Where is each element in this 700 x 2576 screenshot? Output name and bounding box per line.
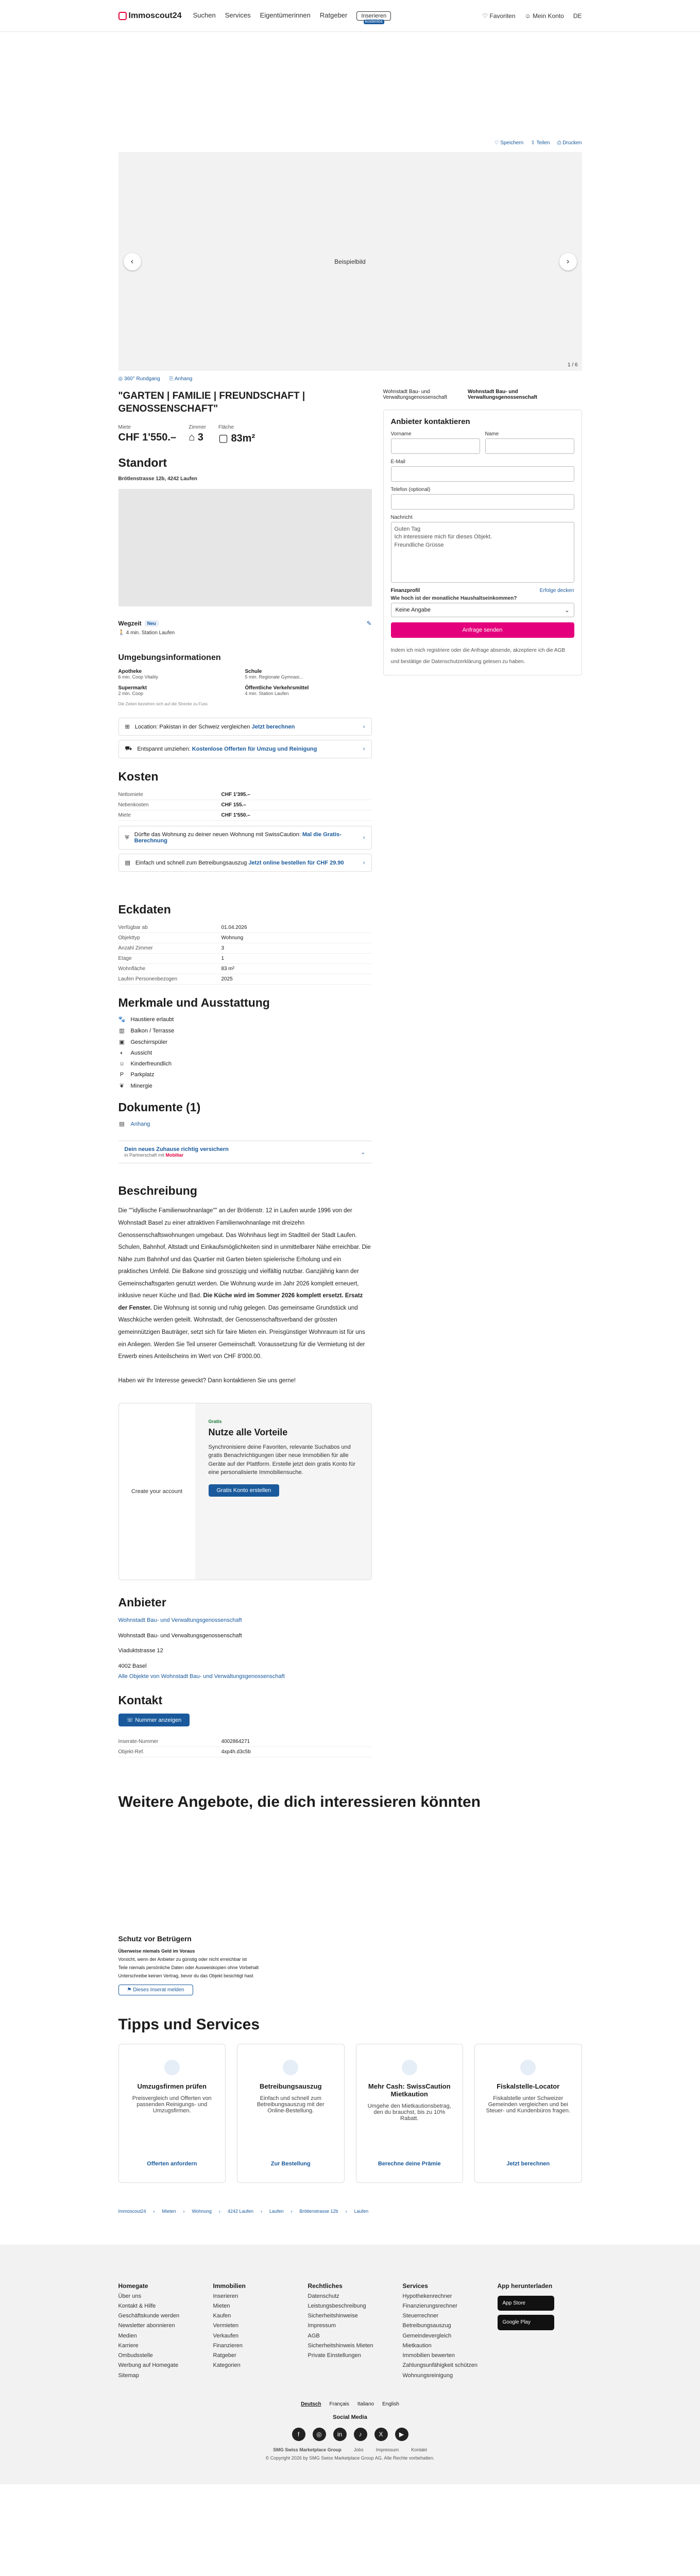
income-select[interactable]: Keine Angabe ⌄: [391, 603, 574, 617]
site-header: [0, 0, 700, 32]
feature-item: ◐ Aussicht: [118, 1050, 372, 1056]
footer-col: Services Hypothekenrechner Finanzierungsrechner Steuerrechner Betreibungsauszug Gemeindevergleich Mietkaution Immobilien bewerten Zahlungsunfähigkeit schützen Wohnungsreinigung: [402, 2282, 478, 2379]
nav-owners[interactable]: Eigentümerinnen: [260, 11, 311, 19]
contact-sidebar: Wohnstadt Bau- und Verwaltungsgenossenschaft Wohnstadt Bau- und Verwaltungsgenossenschaft Anbieter kontaktieren Vorname Name E-Mail Telefon (optional) Nachricht Guten Tag Ich interessiere mich für dieses Objekt. Freundliche Grüsse Finanzprofil Erfolge decken Wie hoch ist der monatliche Haushaltseinkommen? Keine Angabe ⌄ Anfrage senden Indem ich mich registriere oder die Anfrage absende, akzeptiere ich die AGB und bestätige die Datenschutzerklärung gelesen zu haben.: [383, 390, 582, 1762]
copyright: © Copyright 2026 by SMG Swiss Marketplace Group AG. Alle Rechte vorbehalten.: [265, 2455, 435, 2461]
finance-link[interactable]: Erfolge decken: [539, 588, 574, 594]
address: Brötlenstrasse 12b, 4242 Laufen: [118, 476, 197, 482]
share-button[interactable]: ⇪ Teilen: [531, 140, 550, 146]
leaf-icon: ❦: [119, 1083, 125, 1090]
table-row: Anzahl Zimmer 3: [118, 943, 372, 954]
commute-row: Wegzeit Neu ✎: [118, 620, 372, 628]
more-offers-area: [118, 1821, 582, 1935]
promo-box[interactable]: ⛟ Entspannt umziehen: Kostenlose Offerten für Umzug und Reinigung ›: [118, 740, 372, 758]
table-row: Laufen Personenbezogen 2025: [118, 974, 372, 985]
feature-item: ❦ Minergie: [118, 1082, 372, 1089]
social-icons: [118, 2428, 582, 2441]
description-heading: Beschreibung: [118, 1184, 197, 1198]
nav-suchen[interactable]: Suchen: [193, 11, 216, 19]
youtube-icon[interactable]: ▶: [395, 2428, 408, 2441]
contact-heading: Kontakt: [118, 1693, 163, 1707]
pet-icon: 🐾: [118, 1016, 126, 1023]
feature-item: ▣ Geschirrspüler: [119, 1039, 168, 1046]
last-name-input[interactable]: [485, 438, 574, 454]
description-text: Die ""idyllische Familienwohnanlage"" an der Brötlenstr. 12 in Laufen wurde 1996 von der Wohnstadt Basel zu einer attraktiven Familienwohnanlage mit dreizehn Genossenschaftswohnungen umgebaut. Das Wohnhaus liegt im Stadtteil der Stadt Laufen. Schulen, Bahnhof, Altstadt und Einkaufsmöglichkeiten sind in unmittelbarer Nähe erreichbar. Die Nähe zum Bahnhof und das Quartier mit Garten bieten spielerische Erholung und ein praktisches Umfeld. Die Balkone sind grosszügig und vielfältig nutzbar. Ganzjährig kann der Gemeinschaftsgarten genutzt werden. Die Wohnung wurde im Jahr 2026 komplett erneuert, inklusive neuer Küche und Bad. Die Küche wird im Sommer 2026 komplett ersetzt. Ersatz der Fenster. Die Wohnung ist sonnig und ruhig gelegen. Das gemeinsame Grundstück und Waschküche werden geteilt. Wohnstadt, der Genossenschaftsverband der grössten gemeinnützigen Bauträger, setzt sich für faire Mieten ein. Preisgünstiger Wohnraum ist für uns ein Anliegen. Werden Sie Teil unserer Gemeinschaft. Voraussetzung für die Vermietung ist der Erwerb eines Anteilscheins im Wert von CHF 8'000.00. Haben wir Ihr Interesse geweckt? Dann kontaktieren Sie uns gerne!: [118, 1208, 371, 1384]
rent-value: CHF 1'550.–: [118, 432, 177, 444]
account-link[interactable]: ☺ Mein Konto: [524, 12, 564, 20]
show-number-button[interactable]: ☏ Nummer anzeigen: [118, 1714, 190, 1726]
breadcrumb: Immoscout24 › Mieten › Wohnung › 4242 Laufen › Laufen › Brötlenstrasse 12b › Laufen: [118, 2208, 369, 2214]
area-icon: ▢: [218, 433, 231, 445]
instagram-icon[interactable]: ◎: [313, 2428, 326, 2441]
new-badge: Neu: [145, 620, 159, 626]
child-icon: ☺: [118, 1061, 125, 1067]
promo-box[interactable]: ⛨ Dürfte das Wohnung zu deiner neuen Wohnung mit SwissCaution: Mal die Gratis-Berechnung ›: [118, 826, 372, 850]
promo-box[interactable]: ▤ Einfach und schnell zum Betreibungsauszug Jetzt online bestellen für CHF 29.90 ›: [118, 854, 372, 872]
provider-listings-link[interactable]: Alle Objekte von Wohnstadt Bau- und Verwaltungsgenossenschaft: [118, 1673, 285, 1680]
key-data-heading: Eckdaten: [118, 903, 171, 917]
legal-text: Indem ich mich registriere oder die Anfrage absende, akzeptiere ich die AGB und bestätige die Datenschutzerklärung gelesen zu haben.: [390, 648, 566, 665]
commute-line: 🚶 4 min. Station Laufen: [118, 630, 175, 636]
chevron-right-icon: ›: [363, 746, 365, 753]
gallery-prev-icon[interactable]: ‹: [124, 253, 141, 270]
gallery-next-icon[interactable]: ›: [559, 253, 577, 270]
gallery-image-placeholder: Beispielbild: [334, 258, 366, 265]
promo-box[interactable]: ⊞ Location: Pakistan in der Schweiz vergleichen Jetzt berechnen ›: [118, 718, 372, 736]
table-row: Miete CHF 1'550.–: [118, 810, 372, 821]
chevron-down-icon: ⌄: [565, 607, 570, 614]
document-link[interactable]: ▤ Anhang: [119, 1121, 150, 1128]
provider-logo-link[interactable]: Wohnstadt Bau- und Verwaltungsgenossenschaft: [118, 1617, 242, 1623]
footer-col: Rechtliches Datenschutz Leistungsbeschreibung Sicherheitshinweise Impressum AGB Sicherheitshinweis Mieten Private Einstellungen: [308, 2282, 373, 2359]
nav-services[interactable]: Services: [225, 11, 251, 19]
footer-col: App herunterladen App Store Google Play: [498, 2281, 582, 2381]
tip-tile[interactable]: Mehr Cash: SwissCaution Mietkaution Umgehe den Mietkautionsbetrag, den du brauchst, bis zu 10% Rabatt. Berechne deine Prämie: [356, 2044, 464, 2183]
tips-tiles: [118, 2044, 582, 2183]
language-switch[interactable]: DE: [573, 12, 582, 20]
feature-item: 🐾 Haustiere erlaubt: [118, 1016, 174, 1023]
app-store-badge[interactable]: App Store: [498, 2296, 554, 2311]
area-value: ▢ 83m²: [218, 433, 255, 445]
balcony-icon: ▥: [119, 1028, 125, 1035]
tip-tile[interactable]: Umzugsfirmen prüfen Preisvergleich und Offerten von passenden Reinigungs- und Umzugsfirmen. Offerten anfordern: [118, 2044, 226, 2183]
logo[interactable]: Immoscout24: [118, 11, 182, 21]
truck-icon: ⛟: [125, 745, 132, 752]
listing-title: "GARTEN | FAMILIE | FREUNDSCHAFT | GENOSSENSCHAFT": [118, 391, 305, 414]
map[interactable]: [118, 489, 372, 606]
main-nav: [193, 11, 391, 24]
features-heading: Merkmale und Ausstattung: [118, 996, 270, 1010]
cash-icon: [402, 2060, 417, 2075]
message-textarea[interactable]: Guten Tag Ich interessiere mich für dieses Objekt. Freundliche Grüsse: [391, 522, 574, 583]
tour-360-tab[interactable]: ◎ 360° Rundgang: [118, 376, 160, 382]
chevron-right-icon: ›: [363, 859, 365, 866]
google-play-badge[interactable]: Google Play: [498, 2315, 554, 2330]
more-offers-heading: Weitere Angebote, die dich interessieren könnten: [118, 1793, 481, 1810]
report-listing-button[interactable]: ⚑ Dieses Inserat melden: [118, 1985, 193, 1995]
rooms-value: ⌂ 3: [189, 432, 203, 444]
chevron-right-icon: ›: [363, 835, 365, 841]
table-row: Verfügbar ab 01.04.2026: [118, 923, 372, 933]
moving-icon: [164, 2060, 180, 2075]
insurance-ad[interactable]: Dein neues Zuhause richtig versichern in Partnerschaft mit Mobiliar ⌄: [118, 1141, 372, 1163]
print-button[interactable]: ⎙ Drucken: [557, 140, 582, 146]
surroundings-grid: [118, 669, 372, 697]
listing-actions: [118, 140, 582, 146]
surrounding-item: Supermarkt 2 min. Coop: [118, 685, 147, 697]
save-button[interactable]: ♡ Speichern: [494, 140, 524, 146]
logo-icon: [118, 12, 127, 20]
table-row: Etage 1: [118, 954, 372, 964]
shield-icon: ⛨: [125, 834, 129, 841]
feature-item: ▥ Balkon / Terrasse: [119, 1027, 175, 1035]
gallery-counter: 1 / 6: [568, 362, 578, 368]
table-row: Nettomiete CHF 1'395.–: [118, 790, 372, 800]
feature-item: P Parkplatz: [118, 1072, 372, 1078]
info-icon: ⊞: [125, 724, 130, 731]
footer-links: SMG Swiss Marketplace Group Jobs Impressum Kontakt: [273, 2447, 427, 2452]
tiktok-icon[interactable]: ♪: [354, 2428, 367, 2441]
first-name-input[interactable]: [391, 438, 480, 454]
table-row: Objekt-Ref. 4xp4h.d3c5b: [118, 1747, 372, 1757]
costs-table: [118, 790, 372, 821]
account-promo: Create your account Gratis Nutze alle Vorteile Synchronisiere deine Favoriten, relevante Suchabos und gratis Benachrichtigungen über neue Immobilien für alle Geräte auf der Plattform. Erstelle jetzt dein gratis Konto für eine personalisierte Immobiliensuche. Gratis Konto erstellen: [118, 1403, 372, 1580]
nav-guide[interactable]: Ratgeber: [319, 11, 348, 19]
document-icon: [283, 2060, 298, 2075]
x-icon[interactable]: X: [374, 2428, 388, 2441]
documents-heading: Dokumente (1): [118, 1100, 201, 1114]
tip-tile[interactable]: Fiskalstelle-Locator Fiskalstelle unter Schweizer Gemeinden vergleichen und bei Steuer- und Kundenbüros fragen. Jetzt berechnen: [474, 2044, 582, 2183]
linkedin-icon[interactable]: in: [333, 2428, 347, 2441]
contact-table: [118, 1737, 372, 1757]
send-request-button[interactable]: Anfrage senden: [391, 622, 574, 638]
email-input[interactable]: [391, 466, 574, 482]
chevron-right-icon: ›: [363, 723, 365, 730]
contact-form: Anbieter kontaktieren Vorname Name E-Mail Telefon (optional) Nachricht Guten Tag Ich interessiere mich für dieses Objekt. Freundliche Grüsse Finanzprofil Erfolge decken Wie hoch ist der monatliche Haushaltseinkommen? Keine Angabe ⌄ Anfrage senden Indem ich mich registriere oder die Anfrage absende, akzeptiere ich die AGB und bestätige die Datenschutzerklärung gelesen zu haben.: [383, 410, 582, 675]
surrounding-item: Öffentliche Verkehrsmittel 4 min. Station Laufen: [245, 685, 309, 697]
key-facts: Miete CHF 1'550.– Zimmer ⌂ 3 Fläche ▢ 83m²: [118, 425, 255, 445]
phone-input[interactable]: [391, 494, 574, 510]
rooms-icon: ⌂: [189, 432, 198, 444]
surrounding-item: Schule 5 min. Regionale Gymnasi...: [245, 669, 303, 680]
table-row: Objekttyp Wohnung: [118, 933, 372, 943]
surroundings-heading: Umgebungsinformationen: [118, 653, 221, 663]
image-gallery[interactable]: [118, 152, 582, 371]
location-icon: [520, 2060, 536, 2075]
document-icon: ▤: [125, 860, 130, 867]
pdf-icon: ▤: [119, 1121, 125, 1128]
language-links: Deutsch Français Italiano English: [301, 2401, 399, 2407]
costs-heading: Kosten: [118, 770, 159, 784]
provider-heading: Anbieter: [118, 1595, 166, 1609]
edit-icon[interactable]: ✎: [366, 620, 372, 628]
insert-button[interactable]: Inserieren kostenlos: [356, 11, 391, 21]
footer-col: Immobilien Inserieren Mieten Kaufen Vermieten Verkaufen Finanzieren Ratgeber Kategorien: [213, 2282, 246, 2369]
surrounding-item: Apotheke 6 min. Coop Vitality: [118, 669, 158, 680]
footer-col: Homegate Über uns Kontakt & Hilfe Geschäftskunde werden Newsletter abonnieren Medien Karriere Ombudsstelle Werbung auf Homegate Sitemap: [118, 2282, 180, 2379]
table-row: Wohnfläche 83 m²: [118, 964, 372, 974]
facebook-icon[interactable]: f: [292, 2428, 305, 2441]
fraud-section: Schutz vor Betrügern Überweise niemals Geld im Voraus Vorsicht, wenn der Anbieter zu günstig oder nicht erreichbar ist Teile niemals persönliche Daten oder Ausweiskopien ohne Vorbehalt Unterschreibe keinen Vertrag, bevor du das Objekt besichtigt hast ⚑ Dieses Inserat melden: [118, 1935, 582, 1995]
key-data-table: [118, 923, 372, 985]
site-footer: Homegate Über uns Kontakt & Hilfe Geschäftskunde werden Newsletter abonnieren Medien Karriere Ombudsstelle Werbung auf Homegate Sitemap Immobilien Inserieren Mieten Kaufen Vermieten Verkaufen Finanzieren Ratgeber Kategorien Rechtliches Datenschutz Leistungsbeschreibung Sicherheitshinweise Impressum AGB Sicherheitshinweis Mieten Private Einstellungen Services Hypothekenrechner Finanzierungsrechner Steuerrechner Betreibungsauszug Gemeindevergleich Mietkaution Immobilien bewerten Zahlungsunfähigkeit schützen Wohnungsreinigung App herunterladen App Store Google Play Deutsch Français Italiano English Social Media f ◎ in ♪ X ▶ SMG Swiss Marketplace Group Jobs Impressum Kontakt © Copyright 2026 by SMG Swiss Marketplace Group AG. Alle Rechte vorbehalten.: [0, 2245, 700, 2484]
dishwasher-icon: ▣: [119, 1039, 125, 1046]
create-account-button[interactable]: Gratis Konto erstellen: [209, 1484, 280, 1497]
tips-heading: Tipps und Services: [118, 2015, 260, 2033]
favorites-link[interactable]: ♡ Favoriten: [482, 12, 516, 20]
location-heading: Standort: [118, 456, 167, 470]
feature-item: ☺ Kinderfreundlich: [118, 1061, 172, 1067]
view-icon: ◐: [120, 1050, 124, 1057]
attachment-tab[interactable]: ⎘ Anhang: [169, 376, 193, 382]
table-row: Inserate-Nummer 4002864271: [118, 1737, 372, 1747]
table-row: Nebenkosten CHF 155.–: [118, 800, 372, 810]
chevron-down-icon: ⌄: [361, 1149, 366, 1156]
surroundings-note: Die Zeiten beziehen sich auf die Strecke zu Fuss: [118, 702, 208, 707]
parking-icon: P: [119, 1072, 124, 1078]
tip-tile[interactable]: Betreibungsauszug Einfach und schnell zum Betreibungsauszug mit der Online-Bestellung. Zur Bestellung: [237, 2044, 345, 2183]
